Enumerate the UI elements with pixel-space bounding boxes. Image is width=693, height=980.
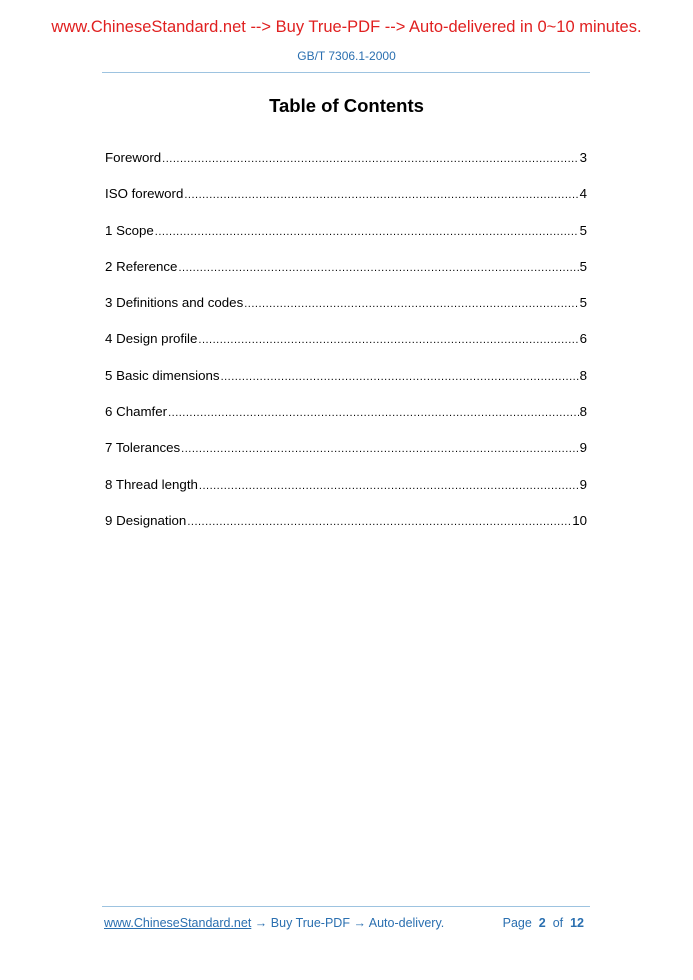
toc-entry-page: 3	[579, 150, 587, 165]
toc-entry-label: 6 Chamfer	[105, 404, 168, 420]
toc-entry-thread-length[interactable]	[105, 477, 587, 513]
document-code: GB/T 7306.1-2000	[297, 49, 396, 63]
arrow-right-icon: →	[254, 916, 268, 930]
toc-entry-reference[interactable]	[105, 259, 587, 295]
toc-leader-dots	[168, 407, 579, 419]
toc-leader-dots	[181, 443, 578, 455]
toc-entry-iso-foreword[interactable]	[105, 186, 587, 222]
toc-entry-label: Foreword	[105, 150, 162, 165]
toc-list	[105, 150, 587, 549]
footer-divider	[102, 906, 590, 907]
toc-entry-page: 5	[579, 222, 587, 238]
promo-banner[interactable]: www.ChineseStandard.net --> Buy True-PDF --> Auto-delivered in 0~10 minutes.	[51, 18, 642, 36]
toc-entry-label: 7 Tolerances	[105, 440, 181, 456]
toc-entry-label: 3 Definitions and codes	[105, 295, 244, 311]
toc-entry-page: 5	[579, 258, 587, 274]
toc-entry-page: 9	[579, 440, 587, 456]
toc-entry-page: 8	[579, 404, 587, 420]
toc-entry-page: 6	[579, 331, 587, 347]
toc-title: Table of Contents	[269, 95, 424, 116]
toc-entry-designation[interactable]	[105, 513, 587, 549]
toc-entry-definitions[interactable]	[105, 295, 587, 331]
toc-entry-scope[interactable]	[105, 223, 587, 259]
toc-entry-page: 5	[579, 295, 587, 311]
toc-entry-page: 4	[579, 186, 587, 202]
toc-leader-dots	[244, 298, 578, 310]
footer-delivery-text: Auto-delivery.	[368, 916, 445, 930]
footer-buy-text: Buy True-PDF	[270, 916, 350, 930]
toc-entry-label: 1 Scope	[105, 222, 154, 238]
toc-entry-chamfer[interactable]	[105, 404, 587, 440]
of-word: of	[552, 916, 564, 930]
toc-entry-label: 2 Reference	[105, 258, 178, 274]
header-divider	[102, 72, 590, 73]
current-page-number: 2	[538, 916, 546, 930]
toc-entry-label: 4 Design profile	[105, 331, 198, 347]
footer-site-link[interactable]: www.ChineseStandard.net	[104, 916, 252, 930]
toc-entry-page: 8	[579, 367, 587, 383]
page-indicator	[503, 916, 584, 930]
toc-leader-dots	[184, 189, 578, 201]
toc-entry-foreword[interactable]	[105, 150, 587, 186]
toc-entry-page: 10	[572, 512, 587, 528]
toc-leader-dots	[199, 480, 579, 492]
toc-leader-dots	[221, 371, 579, 383]
toc-entry-label: 9 Designation	[105, 512, 187, 528]
arrow-right-icon: →	[353, 916, 366, 930]
toc-entry-label: 8 Thread length	[105, 476, 198, 492]
page-word: Page	[502, 916, 532, 930]
toc-leader-dots	[178, 262, 578, 274]
toc-entry-label: ISO foreword	[105, 186, 184, 202]
total-pages-number: 12	[570, 916, 584, 930]
toc-entry-basic-dimensions[interactable]	[105, 368, 587, 404]
toc-entry-label: 5 Basic dimensions	[105, 367, 220, 383]
toc-leader-dots	[187, 516, 571, 528]
toc-leader-dots	[155, 226, 579, 238]
footer-promo	[104, 916, 444, 930]
toc-entry-design-profile[interactable]	[105, 331, 587, 367]
toc-leader-dots	[162, 153, 578, 165]
toc-entry-page: 9	[579, 476, 587, 492]
toc-entry-tolerances[interactable]	[105, 440, 587, 476]
toc-leader-dots	[198, 334, 578, 346]
